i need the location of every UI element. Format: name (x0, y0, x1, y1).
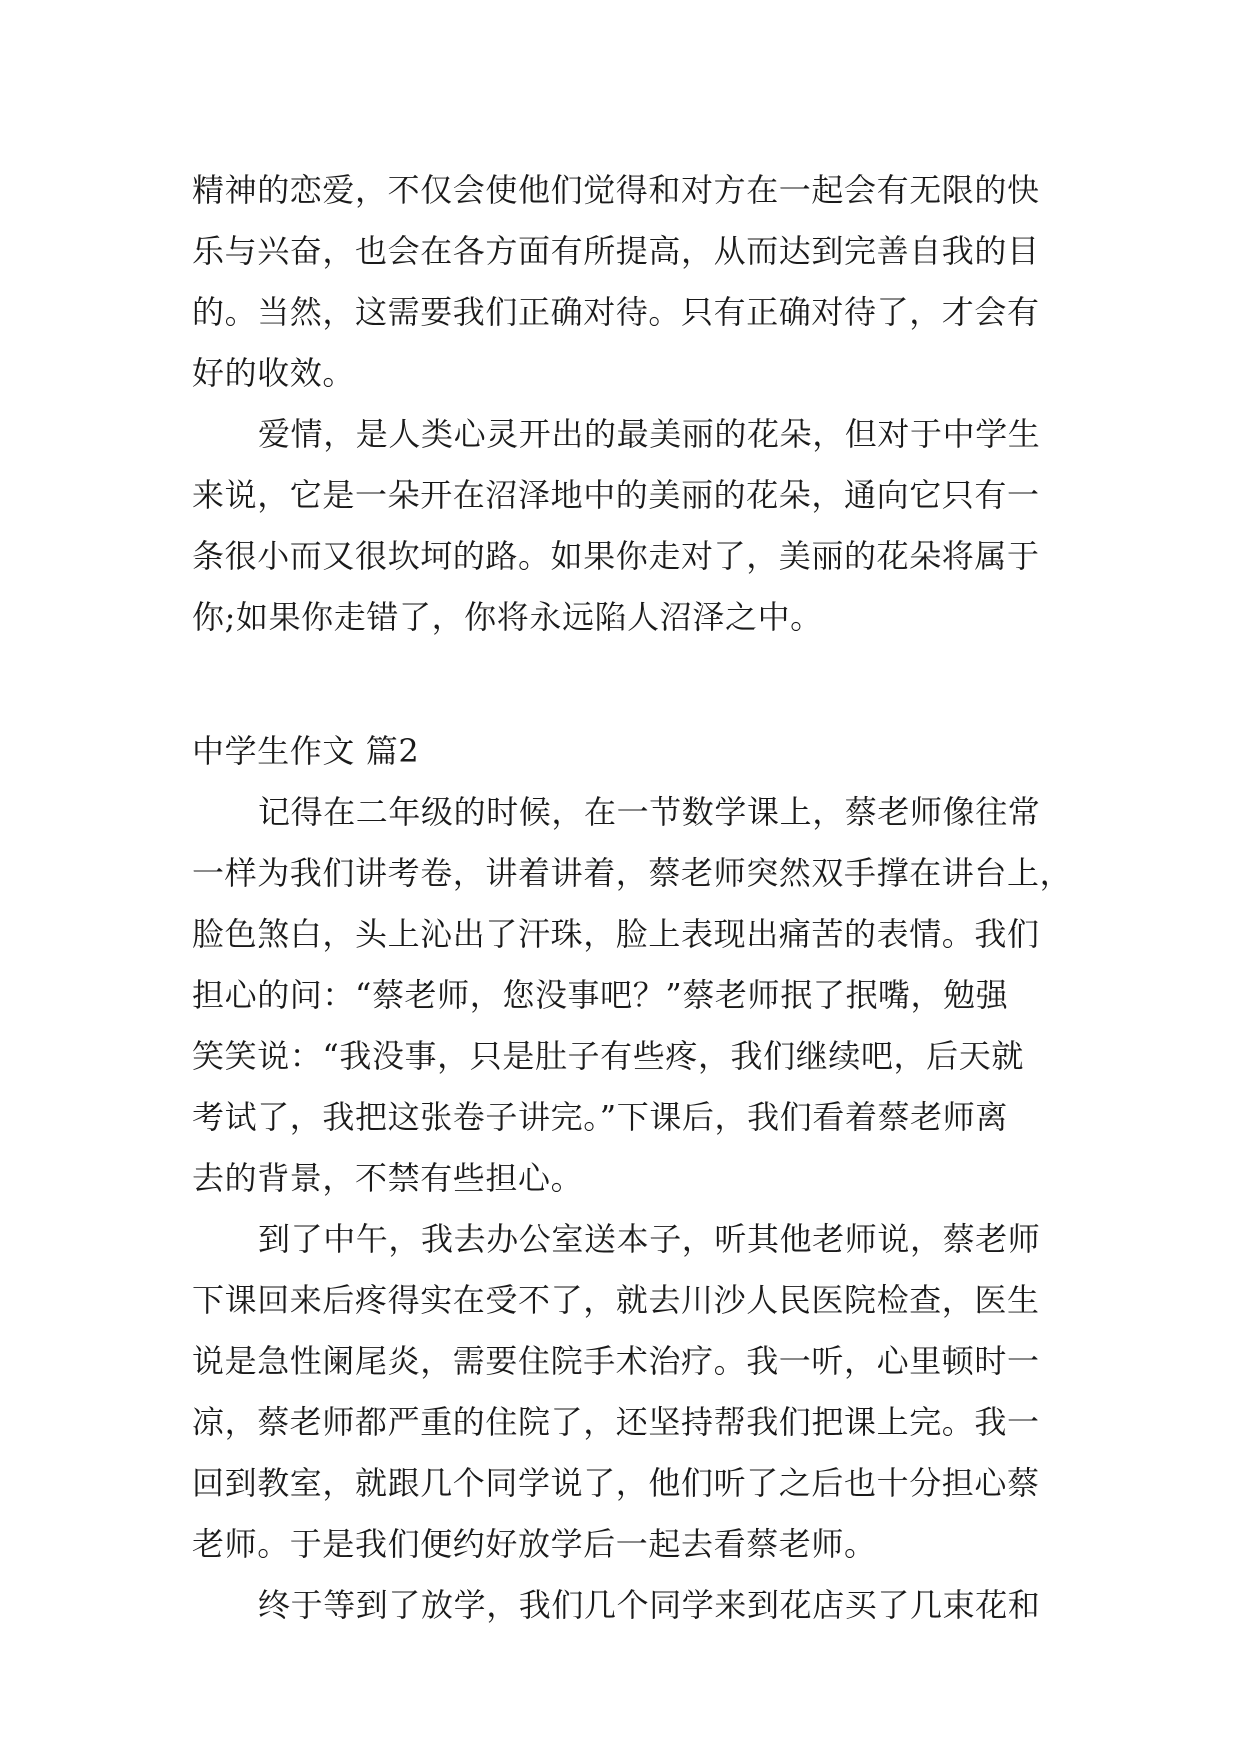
text-line: 一样为我们讲考卷，讲着讲着，蔡老师突然双手撑在讲台上， (192, 854, 1073, 892)
text-line: 精神的恋爱，不仅会使他们觉得和对方在一起会有无限的快 (192, 171, 1040, 209)
text-line: 下课回来后疼得实在受不了，就去川沙人民医院检查，医生 (192, 1281, 1040, 1319)
text-line: 乐与兴奋，也会在各方面有所提高，从而达到完善自我的目 (192, 232, 1040, 270)
text-line: 去的背景，不禁有些担心。 (192, 1159, 584, 1197)
text-line: 的。当然，这需要我们正确对待。只有正确对待了，才会有 (192, 293, 1040, 331)
text-line: 凉，蔡老师都严重的住院了，还坚持帮我们把课上完。我一 (192, 1403, 1040, 1441)
text-line: 老师。于是我们便约好放学后一起去看蔡老师。 (192, 1525, 877, 1563)
text-line: 好的收效。 (192, 354, 356, 392)
text-line: 回到教室，就跟几个同学说了，他们听了之后也十分担心蔡 (192, 1464, 1040, 1502)
text-line: 记得在二年级的时候，在一节数学课上，蔡老师像往常 (258, 793, 1041, 831)
section-heading: 中学生作文 篇2 (192, 732, 420, 770)
text-line: 担心的问：“蔡老师，您没事吧？”蔡老师抿了抿嘴，勉强 (192, 976, 1009, 1014)
document-body (192, 160, 1073, 1636)
paragraph (192, 1209, 1054, 1575)
text-line: 脸色煞白，头上沁出了汗珠，脸上表现出痛苦的表情。我们 (192, 915, 1040, 953)
text-line: 终于等到了放学，我们几个同学来到花店买了几束花和 (258, 1586, 1041, 1624)
text-line: 考试了，我把这张卷子讲完。”下课后，我们看着蔡老师离 (192, 1098, 1008, 1136)
paragraph (192, 782, 1073, 1209)
paragraph (192, 404, 1054, 648)
section-gap (192, 648, 1054, 721)
text-line: 爱情，是人类心灵开出的最美丽的花朵，但对于中学生 (258, 415, 1041, 453)
text-line: 笑笑说：“我没事，只是肚子有些疼，我们继续吧，后天就 (192, 1037, 1024, 1075)
text-line: 条很小而又很坎坷的路。如果你走对了，美丽的花朵将属于 (192, 537, 1040, 575)
text-line: 说是急性阑尾炎，需要住院手术治疗。我一听，心里顿时一 (192, 1342, 1040, 1380)
paragraph (192, 160, 1054, 404)
text-line: 到了中午，我去办公室送本子，听其他老师说，蔡老师 (258, 1220, 1041, 1258)
text-line: 来说，它是一朵开在沼泽地中的美丽的花朵，通向它只有一 (192, 476, 1040, 514)
text-line: 你;如果你走错了，你将永远陷人沼泽之中。 (192, 598, 823, 636)
paragraph (192, 1575, 1054, 1636)
